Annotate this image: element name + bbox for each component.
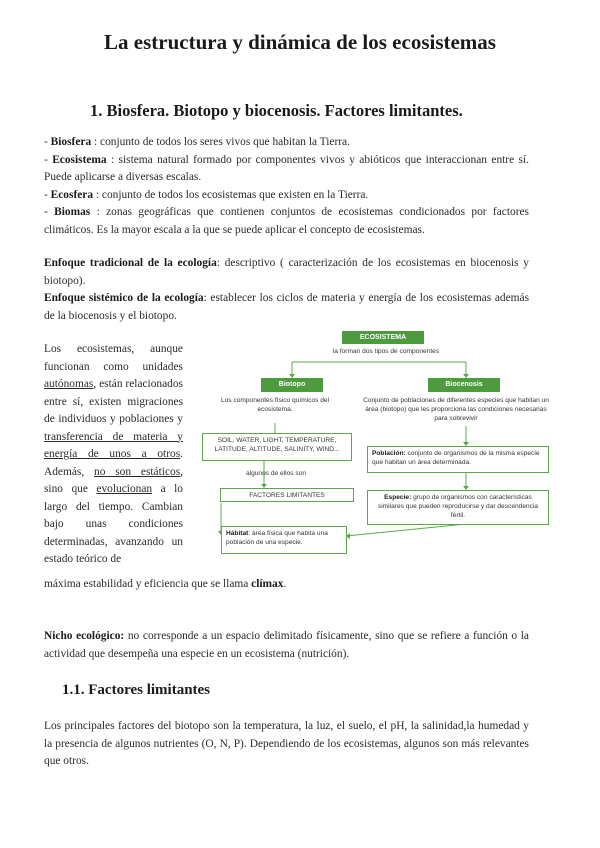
biocenosis-description: Conjunto de poblaciones de diferentes especies que habitan un área (biotopo) que les proporciona las condiciones necesarias para sobrevivir [363, 397, 549, 422]
enfoque-sistemico: Enfoque sistémico de la ecología: establecer los ciclos de materia y energía de los ecosistemas además de la biocenosis y el biotopo. [44, 292, 529, 322]
biotopo-description: Los componentes físico químicos del ecosistema. [220, 397, 330, 413]
page-title: La estructura y dinámica de los ecosistemas [104, 30, 496, 54]
section-1-1-heading: 1.1. Factores limitantes [62, 682, 211, 698]
enfoque-tradicional: Enfoque tradicional de la ecología: descriptivo ( caracterización de los ecosistemas en biocenosis y biotopo). [44, 257, 529, 287]
def-biosfera: - Biosfera : conjunto de todos los seres vivos que habitan la Tierra. [44, 136, 350, 148]
ecosistema-box: ECOSISTEMA [342, 331, 424, 344]
habitat-box: Hábitat: área física que habita una población de una especie. [221, 526, 347, 554]
ecosystems-side-paragraph: Los ecosistemas, aunque funcionan como unidades autónomas, están relacionados entre sí, existen migraciones de individuos y poblaciones y transferencia de materia y energía de unos a otros. Además, no son estáticos, sino que evolucionan a lo largo del tiempo. Cambian bajo unas condiciones determinadas, avanzando un estado teórico de [44, 343, 183, 565]
especie-box: Especie: grupo de organismos con características similares que pueden reproducirse y dar descendencia fértil. [367, 490, 549, 525]
climax-line: máxima estabilidad y eficiencia que se llama clímax. [44, 578, 287, 590]
ecosystem-concept-map [196, 328, 554, 563]
def-ecosfera: - Ecosfera : conjunto de todos los ecosistemas que existen en la Tierra. [44, 188, 369, 201]
algunos-label: algunos de ellos son [245, 470, 307, 477]
enfoque-paragraph [44, 255, 529, 325]
def-ecosistema: - Ecosistema : sistema natural formado por componentes vivos y abióticos que interaccionan entre sí. Puede aplicarse a diversas escalas. [44, 153, 529, 183]
factores-paragraph: Los principales factores del biotopo son la temperatura, la luz, el suelo, el pH, la salinidad,la humedad y la presencia de algunos nutrientes (O, N, P). Dependiendo de los ecosistemas, algunos son más relevantes que otros. [44, 720, 529, 767]
biotopo-box: Biotopo [261, 378, 323, 392]
nicho-paragraph: Nicho ecológico: no corresponde a un espacio delimitado físicamente, sino que se refiere a función o la actividad que desempeña una especie en un ecosistema (nutrición). [44, 630, 529, 660]
definitions-list [44, 134, 529, 239]
def-biomas: - Biomas : zonas geográficas que contienen conjuntos de ecosistemas condicionados por factores climáticos. Es la mayor escala a la que se puede aplicar el concepto de ecosistemas. [44, 206, 529, 236]
section-1-heading: 1. Biosfera. Biotopo y biocenosis. Factores limitantes. [90, 101, 463, 120]
factores-limitantes-box: FACTORES LIMITANTES [220, 488, 354, 502]
factors-list-box: SOIL, WATER, LIGHT, TEMPERATURE, LATITUDE, ALTITUDE, SALINITY, WIND... [202, 433, 352, 461]
poblacion-box: Población: conjunto de organismos de la misma especie que habitan un área determinada. [367, 446, 549, 473]
ecosistema-subtitle: la forman dos tipos de componentes [332, 348, 440, 355]
biocenosis-box: Biocenosis [428, 378, 500, 392]
